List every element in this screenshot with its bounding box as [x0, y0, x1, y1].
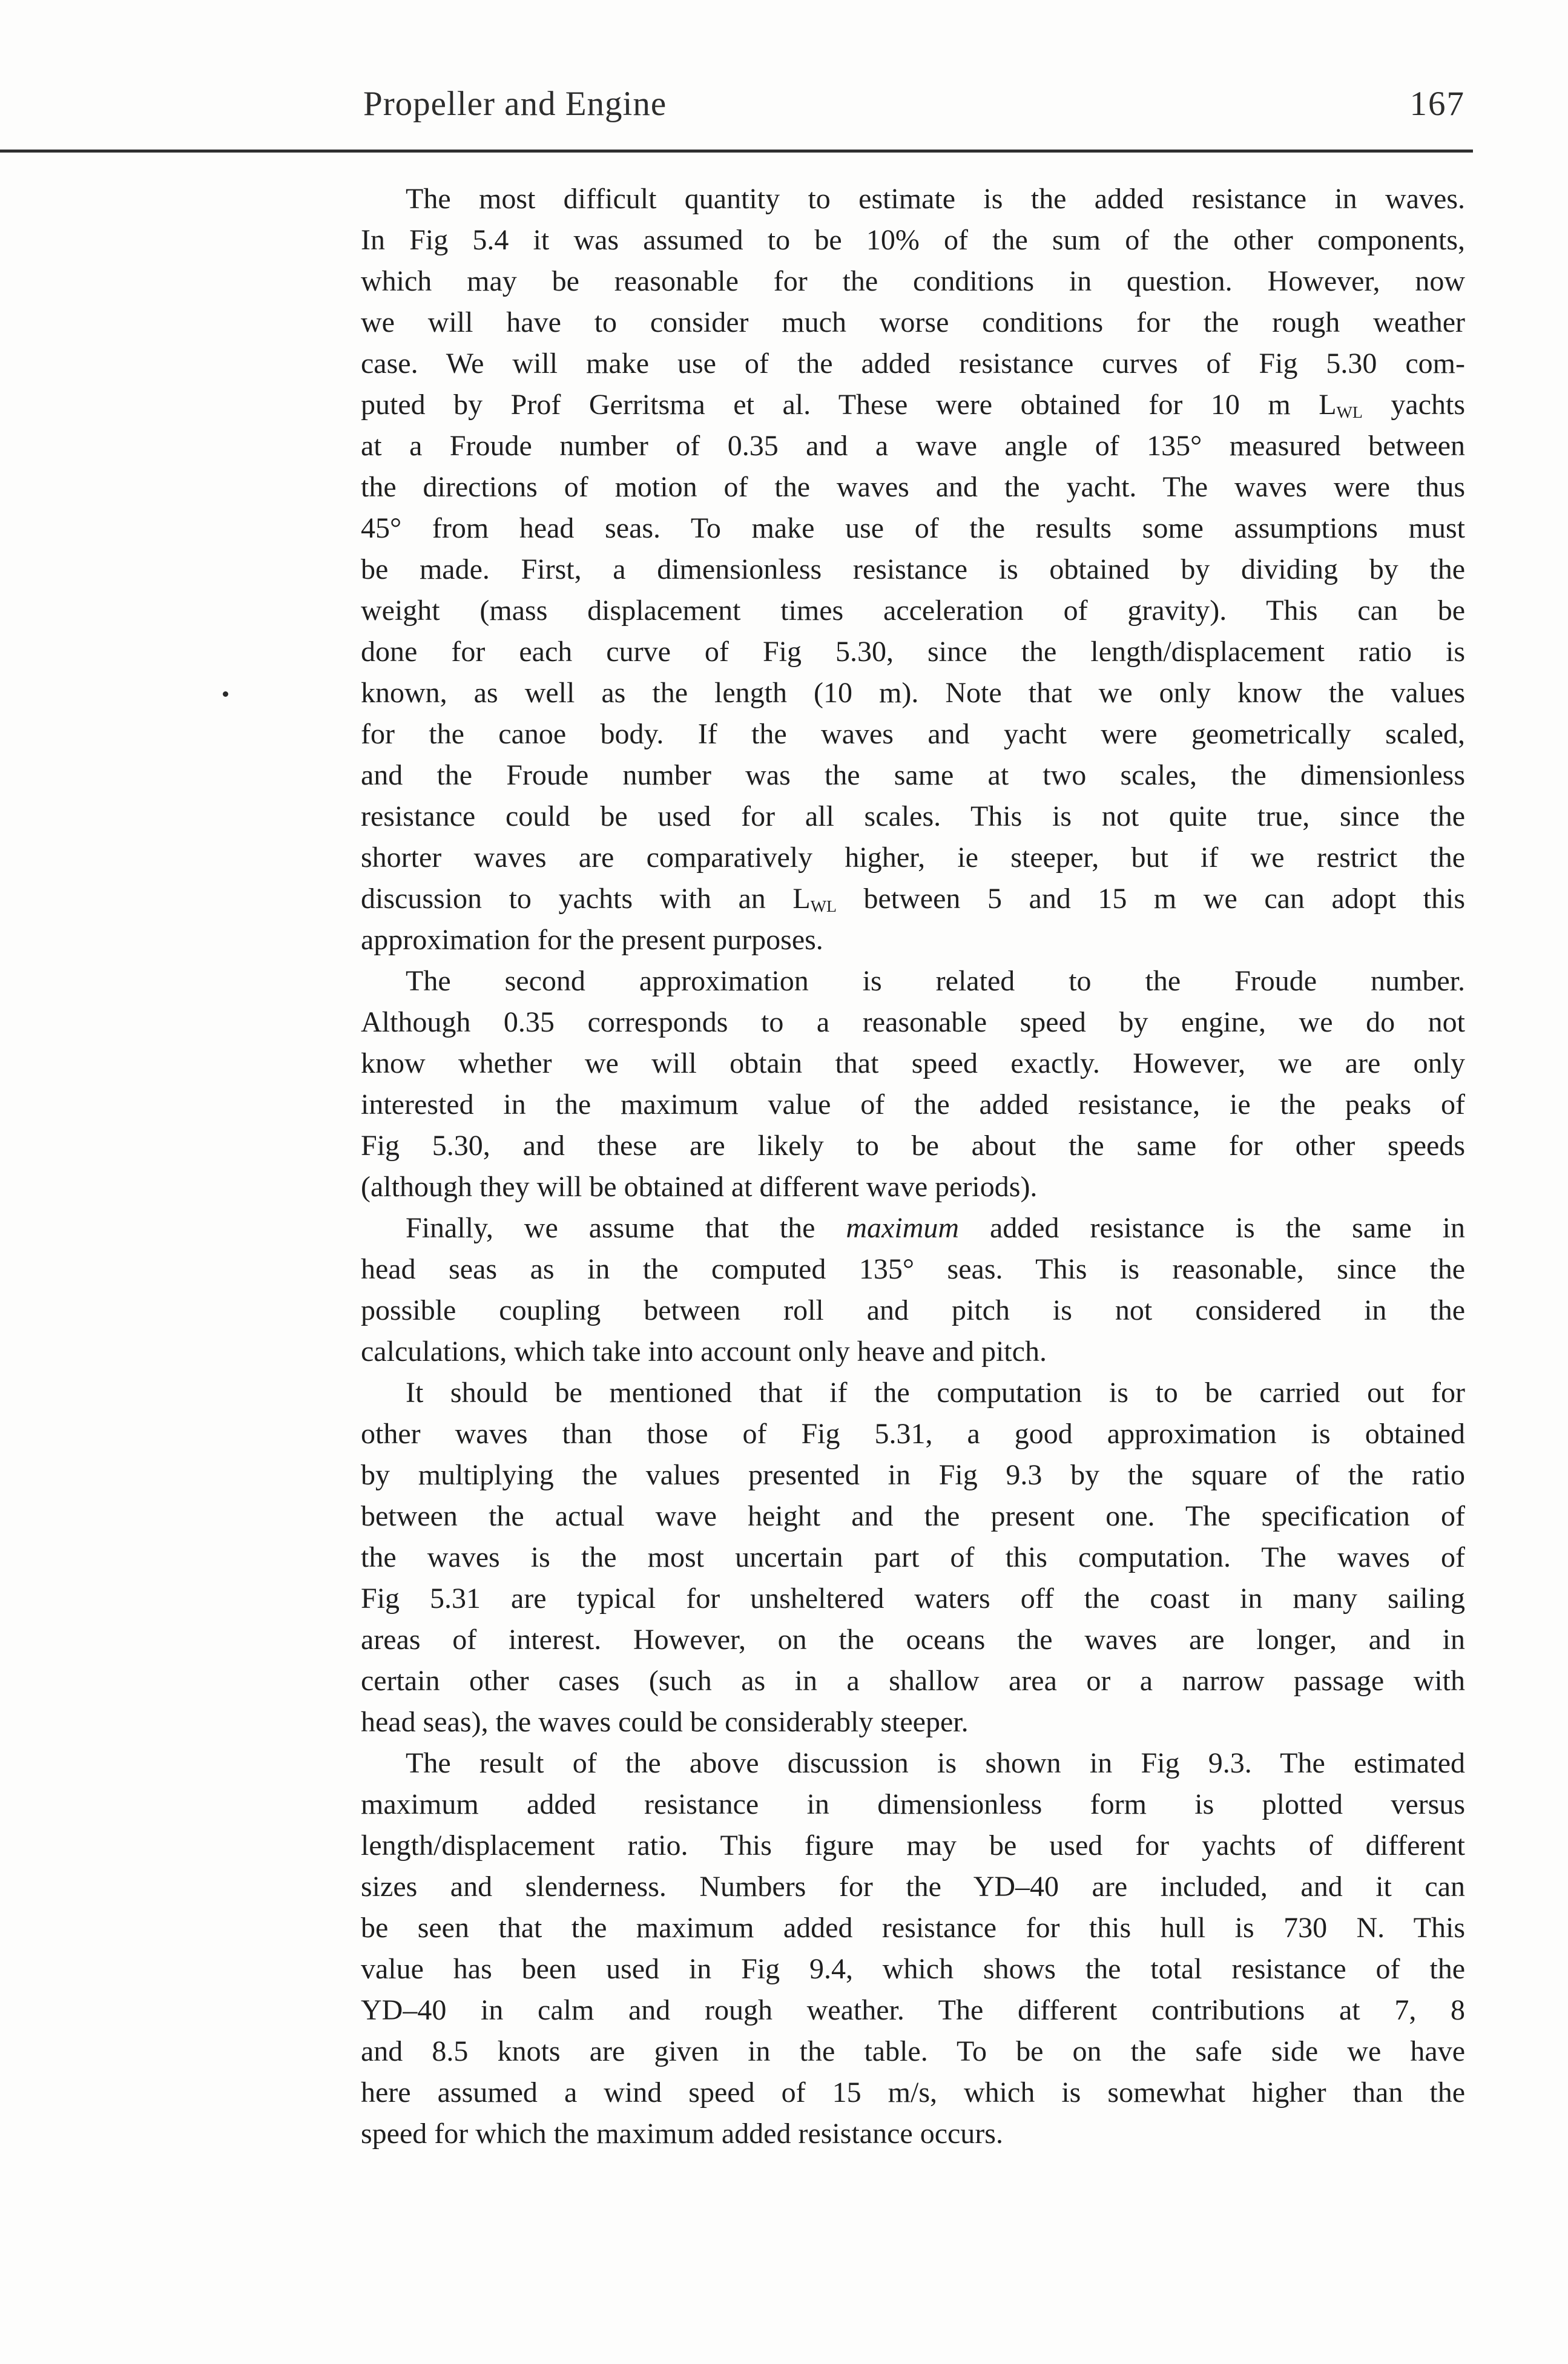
text-line: other waves than those of Fig 5.31, a good approximation is obtained: [361, 1418, 1465, 1450]
text-line: be made. First, a dimensionless resistance is obtained by dividing by the: [361, 553, 1465, 585]
text-line: weight (mass displacement times acceleration of gravity). This can be: [361, 594, 1465, 627]
text-line: Finally, we assume that the maximum added resistance is the same in: [406, 1212, 1466, 1244]
text-line: calculations, which take into account only heave and pitch.: [361, 1335, 1047, 1368]
text-line: head seas), the waves could be considerably steeper.: [361, 1706, 969, 1738]
text-line: The second approximation is related to the Froude number.: [406, 965, 1465, 997]
text-line: It should be mentioned that if the computation is to be carried out for: [406, 1377, 1465, 1409]
text-line: resistance could be used for all scales. This is not quite true, since the: [361, 800, 1465, 832]
text-line: done for each curve of Fig 5.30, since the length/displacement ratio is: [361, 636, 1465, 668]
page-number: 167: [1409, 85, 1465, 123]
text-line: puted by Prof Gerritsma et al. These were obtained for 10 m $L_{WL}$ yachts: [361, 389, 1466, 423]
text-line: here assumed a wind speed of 15 m/s, which is somewhat higher than the: [361, 2076, 1465, 2109]
text-line: interested in the maximum value of the added resistance, ie the peaks of: [361, 1088, 1465, 1121]
text-line: speed for which the maximum added resistance occurs.: [361, 2118, 1003, 2150]
text-line: and the Froude number was the same at two scales, the dimensionless: [361, 759, 1465, 791]
text-line: discussion to yachts with an $L_{WL}$ between 5 and 15 m we can adopt this: [361, 883, 1466, 917]
text-line: Although 0.35 corresponds to a reasonable speed by engine, we do not: [361, 1006, 1465, 1038]
text-line: length/displacement ratio. This figure may be used for yachts of different: [361, 1829, 1465, 1862]
paragraph: [361, 1208, 1465, 1372]
text-line: (although they will be obtained at different wave periods).: [361, 1171, 1038, 1203]
text-line: 45° from head seas. To make use of the results some assumptions must: [361, 512, 1465, 544]
text-line: case. We will make use of the added resistance curves of Fig 5.30 com-: [361, 347, 1465, 380]
text-line: for the canoe body. If the waves and yacht were geometrically scaled,: [361, 718, 1465, 750]
text-line: known, as well as the length (10 m). Note that we only know the values: [361, 677, 1465, 709]
text-line: between the actual wave height and the present one. The specification of: [361, 1500, 1465, 1532]
text-line: YD–40 in calm and rough weather. The different contributions at 7, 8: [361, 1994, 1465, 2026]
paragraph: [361, 1372, 1465, 1743]
text-line: we will have to consider much worse conditions for the rough weather: [361, 306, 1465, 338]
running-head: [0, 84, 1568, 127]
text-line: the waves is the most uncertain part of this computation. The waves of: [361, 1541, 1465, 1573]
text-line: shorter waves are comparatively higher, ie steeper, but if we restrict the: [361, 841, 1465, 874]
text-line: sizes and slenderness. Numbers for the YD–40 are included, and it can: [361, 1871, 1465, 1903]
text-line: In Fig 5.4 it was assumed to be 10% of the sum of the other components,: [361, 224, 1465, 256]
text-line: the directions of motion of the waves and the yacht. The waves were thus: [361, 471, 1465, 503]
text-line: Fig 5.31 are typical for unsheltered waters off the coast in many sailing: [361, 1582, 1465, 1615]
text-line: certain other cases (such as in a shallow area or a narrow passage with: [361, 1665, 1465, 1697]
scan-speck: [223, 691, 228, 697]
text-line: which may be reasonable for the conditions in question. However, now: [361, 265, 1465, 297]
text-line: be seen that the maximum added resistance for this hull is 730 N. This: [361, 1912, 1465, 1944]
text-line: head seas as in the computed 135° seas. This is reasonable, since the: [361, 1253, 1465, 1285]
page-header-title: Propeller and Engine: [363, 85, 667, 123]
text-line: know whether we will obtain that speed exactly. However, we are only: [361, 1047, 1465, 1079]
text-line: The most difficult quantity to estimate is the added resistance in waves.: [406, 183, 1465, 215]
paragraph: [361, 961, 1465, 1208]
text-line: at a Froude number of 0.35 and a wave angle of 135° measured between: [361, 430, 1465, 462]
paragraph: [361, 1743, 1465, 2155]
text-line: The result of the above discussion is shown in Fig 9.3. The estimated: [406, 1747, 1465, 1779]
header-rule: [0, 150, 1473, 153]
body-text: [361, 179, 1465, 2155]
text-line: and 8.5 knots are given in the table. To be on the safe side we have: [361, 2035, 1465, 2067]
text-line: Fig 5.30, and these are likely to be about the same for other speeds: [361, 1130, 1465, 1162]
text-line: value has been used in Fig 9.4, which shows the total resistance of the: [361, 1953, 1465, 1985]
text-line: by multiplying the values presented in Fig 9.3 by the square of the ratio: [361, 1459, 1465, 1491]
text-line: areas of interest. However, on the oceans the waves are longer, and in: [361, 1624, 1465, 1656]
text-line: approximation for the present purposes.: [361, 924, 823, 956]
paragraph: [361, 179, 1465, 961]
text-line: maximum added resistance in dimensionless form is plotted versus: [361, 1788, 1465, 1820]
text-line: possible coupling between roll and pitch is not considered in the: [361, 1294, 1465, 1326]
